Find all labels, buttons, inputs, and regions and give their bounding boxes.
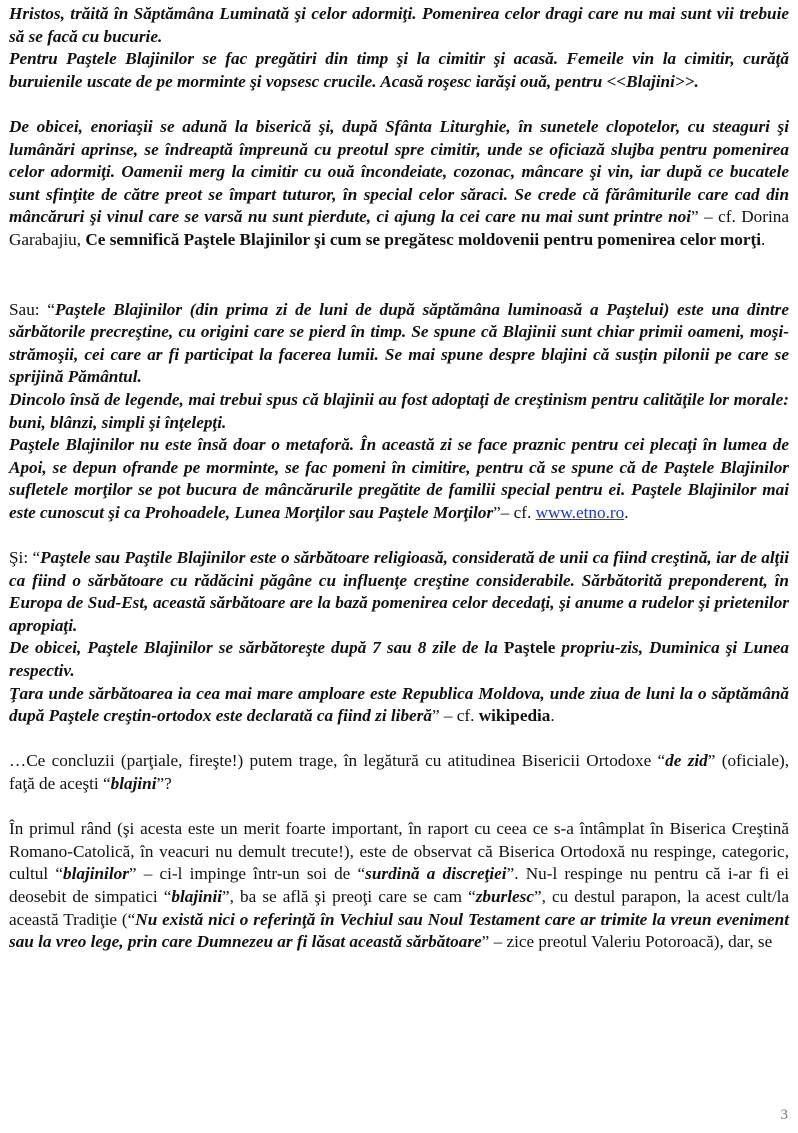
lead-text: Şi: “	[9, 548, 41, 568]
spacer	[9, 524, 789, 547]
page-number: 3	[780, 1107, 788, 1123]
paragraph-3	[9, 116, 789, 252]
punctuation: .	[550, 706, 555, 726]
article-title: Ce semnifică Paştele Blajinilor şi cum se pregătesc moldovenii pentru pomenirea celor morţi	[85, 229, 761, 249]
citation-text: ”– cf.	[493, 502, 536, 522]
citation-text: ” – cf. Dorina Garabajiu,	[9, 207, 789, 249]
paragraph-10	[9, 750, 789, 795]
document-page	[9, 3, 789, 954]
body-text: ” – ci-l impinge într-un soi de “	[128, 864, 366, 884]
quote-text: Paştele sau Paştile Blajinilor este o sărbătoare religioasă, considerată de unii ca fiind creştină, iar de alţii ca fiind o sărbătoare cu rădăcini păgâne cu influenţe creştine considerabile. Sărbătorită preponderent, în Europa de Sud-Est, această sărbătoare are la bază pomenirea celor decedaţi, şi anume a rudelor şi prietenilor apropiaţi.	[9, 548, 789, 635]
body-text: ” – zice preotul Valeriu Potoroacă), dar, se	[481, 932, 773, 952]
spacer	[9, 728, 789, 751]
emphasis-text: blajinilor	[62, 864, 129, 884]
spacer	[9, 796, 789, 819]
emphasis-text: Nu există nici o referinţă în Vechiul sau Noul Testament care ar trimite la vreun eveniment sau la vreo lege, prin care Dumnezeu ar fi lăsat această sărbătoare	[9, 909, 789, 952]
body-text: ”, cu destul parapon, la acest cult/la această Tradiţie (“	[9, 886, 790, 929]
emphasis-text: zburlesc	[475, 886, 534, 906]
etno-link[interactable]: www.etno.ro	[535, 502, 625, 522]
spacer	[9, 93, 789, 116]
source-name: wikipedia	[478, 706, 551, 726]
body-text: ”, ba se află şi preoţi care se cam “	[222, 886, 476, 906]
paragraph-6	[9, 434, 789, 524]
quote-text: Paştele Blajinilor (din prima zi de luni de după săptămâna luminoasă a Paştelui) este una dintre sărbătorile precreştine, cu origini care se pierd în timp. Se spune că Blajinii sunt chiar primii oameni, moşi-strămoşii, cei care ar fi participat la facerea lumii. Se mai spune despre blajini că susţin pilonii pe care se sprijină Pământul.	[9, 299, 789, 387]
paragraph-11	[9, 818, 789, 954]
quote-text: Pentru Paştele Blajinilor se fac pregătiri din timp şi la cimitir şi acasă. Femeile vin la cimitir, curăţă buruienile uscate de pe morminte şi vopsesc crucile. Acasă roşesc iarăşi ouă, pentru <<Blajini>>.	[9, 49, 789, 91]
paragraph-7	[9, 547, 789, 637]
quote-text: De obicei, Paştele Blajinilor se sărbătoreşte după 7 sau 8 zile de la	[9, 638, 504, 658]
body-text: ”?	[156, 774, 172, 793]
quote-text: Hristos, trăită în Săptămâna Luminată şi celor adormiţi. Pomenirea celor dragi care nu mai sunt vii trebuie să se facă cu bucurie.	[9, 4, 789, 46]
lead-text: Sau: “	[9, 299, 55, 319]
body-text: ” (oficiale), faţă de aceşti “	[9, 751, 790, 793]
body-text: …Ce concluzii (parţiale, fireşte!) putem trage, în legătură cu atitudinea Bisericii Ortodoxe “	[9, 751, 666, 771]
emphasis-text: de zid	[665, 751, 708, 771]
quote-text: De obicei, enoriaşii se adună la biserică şi, după Sfânta Liturghie, în sunetele clopotelor, cu steaguri şi lumânări aprinse, se îndreaptă împreună cu preotul spre cimitir, unde se oficiază slujba pentru pomenirea celor adormiţi. Oamenii merg la cimitir cu ouă încondeiate, cozonac, mâncare şi vin, iar după ce bucatele sunt sfinţite de către preot se împart tuturor, în special celor săraci. Se crede că fărâmiturile care cad din mâncăruri şi vinul care se varsă nu sunt pierdute, ci ajung la cei care nu mai sunt printre noi	[9, 116, 789, 227]
paragraph-2	[9, 48, 789, 93]
bold-text: Paştele	[503, 638, 556, 658]
punctuation: .	[624, 502, 629, 522]
paragraph-5	[9, 389, 789, 434]
paragraph-4	[9, 299, 789, 389]
body-text: ”. Nu-l respinge nu pentru că i-ar fi ei deosebit de simpatici “	[9, 864, 789, 906]
paragraph-9	[9, 683, 789, 728]
spacer	[9, 252, 789, 299]
quote-text: Dincolo însă de legende, mai trebui spus că blajinii au fost adoptaţi de creştinism pentru calităţile lor morale: buni, blânzi, simpli şi înţelepţi.	[9, 389, 789, 432]
body-text: În primul rând (şi acesta este un merit foarte important, în raport cu ceea ce s-a întâmplat în Biserica Creştină Romano-Catolică, în veacuri nu demult trecute!), este de observat că Biserica Ortodoxă nu respinge, categoric, cultul “	[9, 819, 789, 884]
emphasis-text: blajini	[110, 774, 157, 793]
quote-text: Paştele Blajinilor nu este însă doar o metaforă. În această zi se face praznic pentru cei plecaţi în lumea de Apoi, se depun ofrande pe morminte, se fac pomeni în cimitire, pentru că se spune că de Paştele Blajinilor sufletele morţilor se pot bucura de mâncărurile pregătite de familii special pentru ei. Paştele Blajinilor mai este cunoscut şi ca Prohoadele, Lunea Morţilor sau Paştele Morţilor	[9, 435, 789, 522]
paragraph-1	[9, 3, 789, 48]
paragraph-8	[9, 637, 789, 682]
citation-text: ” – cf.	[431, 706, 479, 726]
emphasis-text: blajinii	[171, 886, 223, 906]
emphasis-text: surdină a discreţiei	[365, 864, 507, 884]
punctuation: .	[760, 229, 766, 249]
quote-text: Ţara unde sărbătoarea ia cea mai mare amploare este Republica Moldova, unde ziua de luni la o săptămână după Paştele creştin-ortodox este declarată ca fiind zi liberă	[9, 683, 789, 726]
quote-text: propriu-zis, Duminica şi Lunea respectiv.	[9, 638, 790, 681]
